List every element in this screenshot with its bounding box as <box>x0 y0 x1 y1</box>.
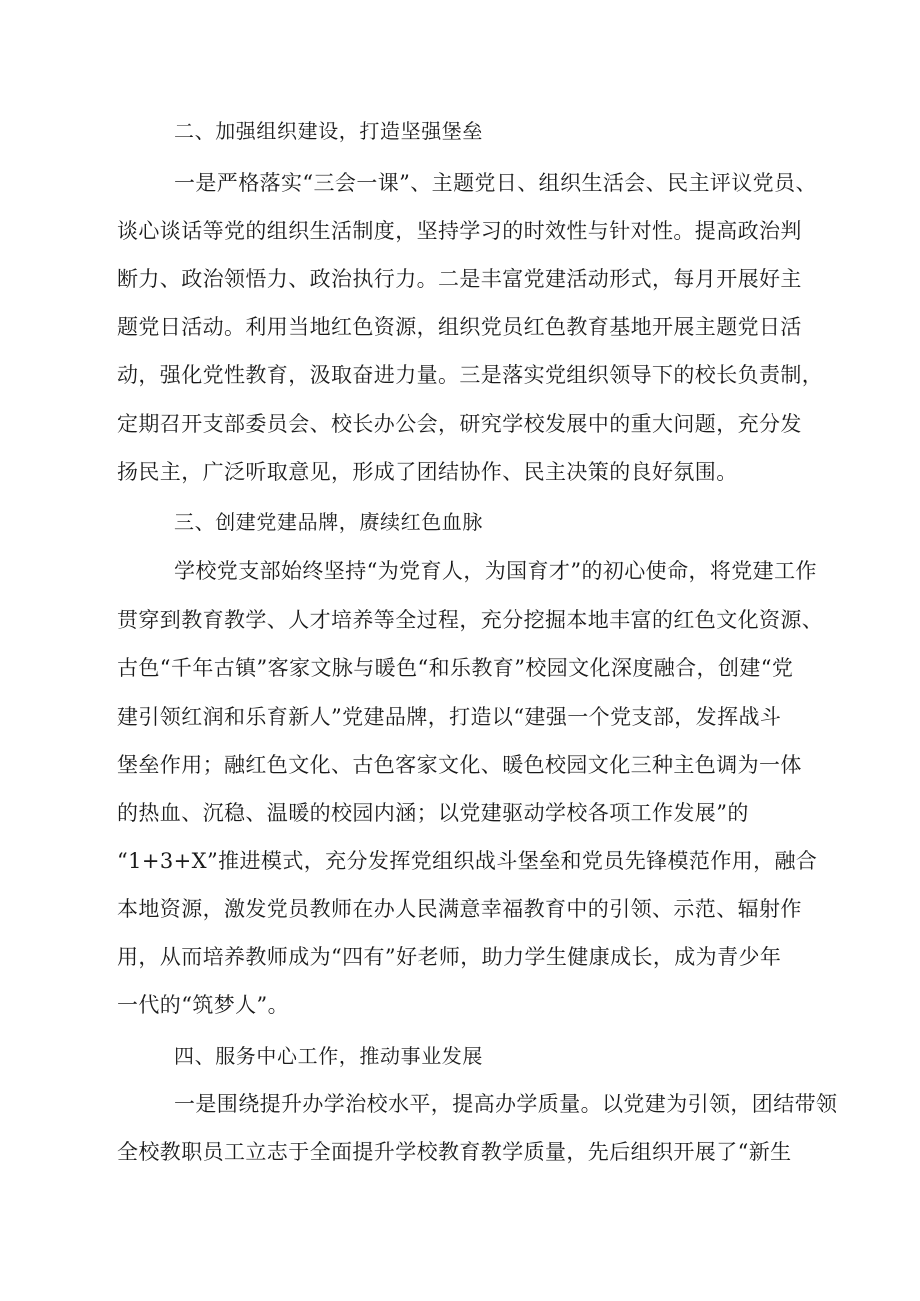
paragraph-line: 古色“千年古镇”客家文脉与暖色“和乐教育”校园文化深度融合，创建“党 <box>117 656 794 680</box>
paragraph-line: 一是围绕提升办学治校水平，提高办学质量。以党建为引领，团结带领 <box>174 1092 838 1116</box>
section-heading-2: 二、加强组织建设，打造坚强堡垒 <box>174 119 483 143</box>
paragraph-line: 用，从而培养教师成为“四有”好老师，助力学生健康成长，成为青少年 <box>117 945 782 969</box>
paragraph-line: “1+3+X”推进模式，充分发挥党组织战斗堡垒和党员先锋模范作用，融合 <box>117 849 818 873</box>
paragraph-line: 学校党支部始终坚持“为党育人，为国育才”的初心使命，将党建工作 <box>174 559 817 583</box>
paragraph-line: 一是严格落实“三会一课”、主题党日、组织生活会、民主评议党员、 <box>174 171 817 195</box>
paragraph-line: 本地资源，激发党员教师在办人民满意幸福教育中的引领、示范、辐射作 <box>117 897 802 921</box>
paragraph-line: 动，强化党性教育，汲取奋进力量。三是落实党组织领导下的校长负责制， <box>117 363 824 387</box>
paragraph-line: 谈心谈话等党的组织生活制度，坚持学习的时效性与针对性。提高政治判 <box>117 219 802 243</box>
paragraph-line: 的热血、沉稳、温暖的校园内涵；以党建驱动学校各项工作发展”的 <box>117 801 749 825</box>
paragraph-line: 扬民主，广泛听取意见，形成了团结协作、民主决策的良好氛围。 <box>117 460 738 484</box>
paragraph-line: 断力、政治领悟力、政治执行力。二是丰富党建活动形式，每月开展好主 <box>117 267 802 291</box>
paragraph-line: 贯穿到教育教学、人才培养等全过程，充分挖掘本地丰富的红色文化资源、 <box>117 608 824 632</box>
paragraph-line: 堡垒作用；融红色文化、古色客家文化、暖色校园文化三种主色调为一体 <box>117 753 802 777</box>
paragraph-line: 全校教职员工立志于全面提升学校教育教学质量，先后组织开展了“新生 <box>117 1140 792 1164</box>
section-heading-3: 三、创建党建品牌，赓续红色血脉 <box>174 510 483 534</box>
paragraph-line: 定期召开支部委员会、校长办公会，研究学校发展中的重大问题，充分发 <box>117 412 802 436</box>
paragraph-line: 建引领红润和乐育新人”党建品牌，打造以“建强一个党支部，发挥战斗 <box>117 705 782 729</box>
paragraph-line: 一代的“筑梦人”。 <box>117 993 290 1017</box>
section-heading-4: 四、服务中心工作，推动事业发展 <box>174 1044 483 1068</box>
paragraph-line: 题党日活动。利用当地红色资源，组织党员红色教育基地开展主题党日活 <box>117 315 802 339</box>
